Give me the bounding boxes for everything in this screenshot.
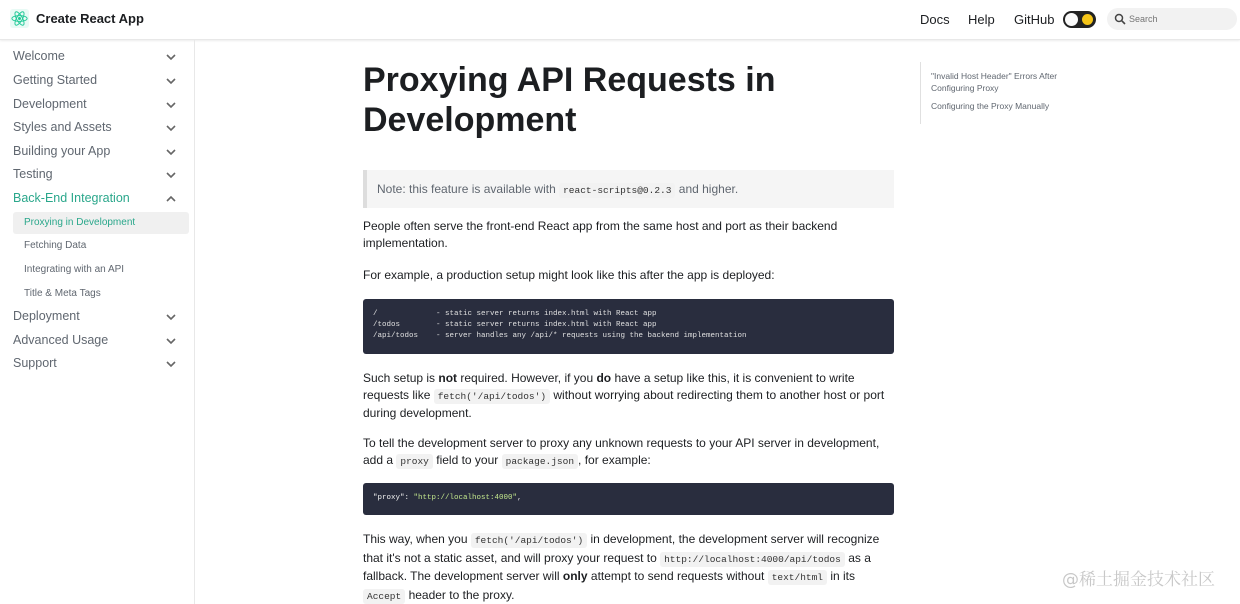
text: field to your xyxy=(436,452,499,467)
inline-code: fetch('/api/todos') xyxy=(471,533,587,548)
chevron-down-icon xyxy=(165,52,177,62)
sidebar-category-label: Getting Started xyxy=(13,73,98,87)
code-line xyxy=(373,494,522,502)
paragraph xyxy=(363,531,894,604)
page-title: Proxying API Requests in Development xyxy=(363,61,776,139)
sidebar-category-label: Styles and Assets xyxy=(13,120,112,134)
chevron-down-icon xyxy=(165,336,177,346)
note-suffix: and higher. xyxy=(678,182,739,196)
chevron-down-icon xyxy=(165,100,177,110)
sidebar-item-fetching-data[interactable] xyxy=(13,235,189,257)
text: , for example: xyxy=(578,452,651,467)
search-box[interactable] xyxy=(1107,8,1237,30)
text: as a fallback. The development server will xyxy=(363,550,871,583)
sidebar-category-label: Deployment xyxy=(13,309,80,323)
inline-code: text/html xyxy=(768,570,827,585)
docs-sidebar xyxy=(0,40,195,604)
sidebar-item-label: Title & Meta Tags xyxy=(24,288,101,299)
sidebar-category-label: Support xyxy=(13,356,57,370)
bold-text: only xyxy=(562,569,588,583)
sidebar-category-deployment[interactable] xyxy=(0,306,190,328)
code-block xyxy=(363,299,894,354)
code-value: "http://localhost:4000" xyxy=(413,494,518,502)
paragraph xyxy=(363,435,894,470)
paragraph: For example, a production setup might look like this after the app is deployed: xyxy=(363,268,775,282)
sidebar-category-label: Welcome xyxy=(13,49,65,63)
bold-text: not xyxy=(438,371,458,385)
text: This way, when you xyxy=(363,532,468,546)
inline-code: Accept xyxy=(363,589,405,604)
toggle-thumb xyxy=(1065,13,1078,26)
sidebar-item-proxying-in-development[interactable] xyxy=(13,212,189,234)
code-line: /todos - static server returns index.html with React app xyxy=(373,321,657,329)
code-punctuation: , xyxy=(517,494,522,502)
toc-link-configuring-proxy-manually[interactable]: Configuring the Proxy Manually xyxy=(931,101,1050,111)
react-logo-icon xyxy=(10,9,29,28)
search-icon xyxy=(1114,13,1126,25)
inline-code: react-scripts@0.2.3 xyxy=(559,183,675,198)
text: in development, the development server will recognize that it's not a static asset, and will proxy your request to xyxy=(363,532,880,565)
sidebar-category-styles-and-assets[interactable] xyxy=(0,117,190,139)
sidebar-category-testing[interactable] xyxy=(0,164,190,186)
sidebar-item-label: Fetching Data xyxy=(24,240,87,251)
sidebar-item-integrating-with-an-api[interactable] xyxy=(13,259,189,281)
sidebar-category-label: Testing xyxy=(13,167,53,181)
nav-github-link[interactable]: GitHub xyxy=(1014,12,1055,27)
text: without worrying about redirecting them to another host or port during development. xyxy=(363,387,885,420)
chevron-up-icon xyxy=(165,194,177,204)
sidebar-item-label: Integrating with an API xyxy=(24,264,125,275)
text: required. However, if you xyxy=(460,371,594,385)
sidebar-category-label: Building your App xyxy=(13,144,111,158)
sidebar-item-label: Proxying in Development xyxy=(24,217,136,228)
sun-icon xyxy=(1082,14,1093,25)
top-navbar xyxy=(0,0,1240,40)
chevron-down-icon xyxy=(165,123,177,133)
inline-code: proxy xyxy=(396,454,433,469)
chevron-down-icon xyxy=(165,170,177,180)
search-input[interactable] xyxy=(1129,11,1229,27)
chevron-down-icon xyxy=(165,312,177,322)
text: Such setup is xyxy=(363,371,436,385)
theme-toggle[interactable] xyxy=(1063,11,1096,28)
note-prefix: Note: this feature is available with xyxy=(377,182,556,196)
note-callout xyxy=(363,170,894,208)
text: in its xyxy=(830,569,856,583)
code-block xyxy=(363,483,894,515)
sidebar-category-back-end-integration[interactable] xyxy=(0,188,190,210)
chevron-down-icon xyxy=(165,147,177,157)
sidebar-category-development[interactable] xyxy=(0,94,190,116)
text: have a setup like this, it is convenient to write requests like xyxy=(363,371,855,402)
code-line: / - static server returns index.html with React app xyxy=(373,310,657,318)
paragraph xyxy=(363,370,894,422)
bold-text: do xyxy=(596,371,612,385)
paragraph: People often serve the front-end React app from the same host and port as their backend implementation. xyxy=(363,219,838,250)
brand-link[interactable] xyxy=(10,9,144,28)
site-title: Create React App xyxy=(36,11,144,26)
text: To tell the development server to proxy any unknown requests to your API server in development, add a xyxy=(363,436,880,467)
watermark: @稀土掘金技术社区 xyxy=(1062,570,1215,590)
chevron-down-icon xyxy=(165,359,177,369)
code-line: /api/todos - server handles any /api/* requests using the backend implementation xyxy=(373,332,747,340)
inline-code: fetch('/api/todos') xyxy=(434,389,550,404)
text: attempt to send requests without xyxy=(590,569,765,583)
sidebar-category-label: Advanced Usage xyxy=(13,333,109,347)
text: header to the proxy. xyxy=(408,587,515,602)
note-text xyxy=(377,182,738,196)
table-of-contents xyxy=(920,62,1080,124)
sidebar-category-support[interactable] xyxy=(0,353,190,375)
chevron-down-icon xyxy=(165,76,177,86)
sidebar-category-building-your-app[interactable] xyxy=(0,141,190,163)
toc-link-invalid-host-header[interactable]: "Invalid Host Header" Errors After Configuring Proxy xyxy=(931,71,1058,93)
sidebar-category-advanced-usage[interactable] xyxy=(0,330,190,352)
sidebar-item-title-meta-tags[interactable] xyxy=(13,283,189,305)
nav-help-link[interactable]: Help xyxy=(968,12,995,27)
sidebar-category-welcome[interactable] xyxy=(0,46,190,68)
inline-code: http://localhost:4000/api/todos xyxy=(660,552,845,567)
nav-docs-link[interactable]: Docs xyxy=(920,12,950,27)
code-key: "proxy": xyxy=(373,494,410,502)
sidebar-category-label: Back-End Integration xyxy=(13,191,130,205)
sidebar-category-getting-started[interactable] xyxy=(0,70,190,92)
sidebar-category-label: Development xyxy=(13,97,87,111)
inline-code: package.json xyxy=(502,454,578,469)
